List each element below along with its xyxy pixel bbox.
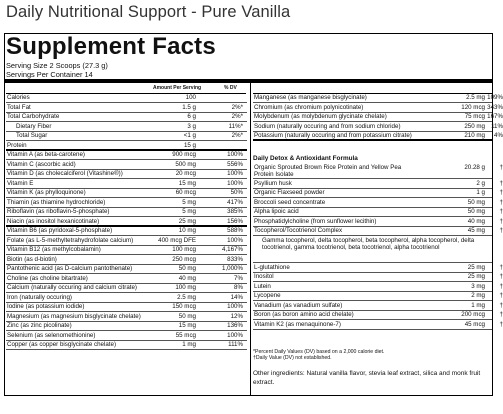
nutrient-dv: 7% [234, 274, 243, 282]
nutrient-dv: † [499, 320, 503, 328]
serving-size: Serving Size 2 Scoops (27.3 g) [6, 61, 108, 70]
nutrient-amount: 6 g [187, 113, 196, 120]
nutrient-name: Organic Sprouted Brown Rice Protein and Yellow Pea Protein Isolate [254, 163, 402, 178]
nutrient-row [6, 141, 247, 151]
nutrient-name: Lycopene [254, 292, 281, 299]
nutrient-dv: † [499, 292, 503, 299]
nutrient-dv: 833% [227, 255, 243, 263]
nutrient-row [253, 103, 503, 113]
nutrient-amount: 75 mcg [464, 113, 485, 120]
nutrient-row [253, 179, 503, 189]
nutrient-name: Biotin (as d-biotin) [7, 255, 57, 263]
nutrient-dv: 4,167% [222, 246, 243, 253]
nutrient-row [6, 274, 247, 284]
nutrient-row [253, 122, 503, 132]
nutrient-amount: 1 mg [471, 301, 485, 309]
nutrient-amount: 25 mg [467, 263, 485, 271]
nutrient-amount: 45 mg [467, 227, 485, 234]
nutrient-amount: 1 g [476, 189, 485, 196]
nutrient-amount: 25 mg [467, 273, 485, 280]
nutrient-amount: 100 mcg [172, 246, 196, 253]
nutrient-dv: 4% [494, 132, 503, 139]
nutrient-dv: 556% [227, 160, 243, 168]
nutrient-amount: 150 mcg [172, 303, 196, 310]
nutrient-amount: 250 mg [464, 122, 485, 130]
nutrient-dv: 11% [491, 122, 503, 130]
nutrient-row [253, 282, 503, 292]
nutrient-name: Psyllium husk [254, 179, 292, 187]
nutrient-name: Alpha lipoic acid [254, 208, 299, 215]
left-header-row [6, 83, 246, 94]
nutrient-name: Calcium (naturally occuring and calcium citrate) [7, 284, 137, 291]
nutrient-amount: 15 mg [178, 322, 196, 329]
nutrient-dv: † [499, 273, 503, 280]
nutrient-row [6, 265, 247, 275]
nutrient-name: Vitamin E [7, 179, 34, 187]
nutrient-name: Vanadium (as vanadium sulfate) [254, 301, 343, 309]
nutrient-dv: 50% [230, 189, 243, 196]
nutrient-name: Vitamin K (as phylloquinone) [7, 189, 86, 196]
nutrient-amount: 50 mg [178, 265, 196, 272]
nutrient-row [6, 179, 247, 189]
nutrient-row [6, 198, 247, 208]
nutrient-name: Potassium (naturally occuring and from potassium citrate) [254, 132, 412, 139]
nutrient-name: Total Carbohydrate [7, 113, 60, 120]
nutrient-row [6, 170, 247, 180]
nutrient-amount: 3 g [187, 122, 196, 130]
nutrient-name: Vitamin B12 (as methylcobalamin) [7, 246, 101, 253]
nutrient-dv: 12% [230, 312, 243, 320]
nutrient-name: Zinc (as zinc picolinate) [7, 322, 72, 329]
nutrient-dv: † [499, 179, 503, 187]
nutrient-row [253, 273, 503, 283]
nutrient-row [253, 217, 503, 227]
nutrient-name: Dietary Fiber [16, 122, 52, 130]
nutrient-name: Organic Flaxseed powder [254, 189, 325, 196]
nutrient-name: Niacin (as inositol hexanicotinate) [7, 217, 100, 225]
nutrient-amount: 3 mg [471, 282, 485, 290]
nutrient-dv: 2%* [231, 113, 243, 120]
nutrient-name: Lutein [254, 282, 271, 290]
nutrient-amount: 210 mg [464, 132, 485, 139]
nutrient-name: Sodium (naturally occuring and from sodium chloride) [254, 122, 401, 130]
formula-title: Daily Detox & Antioxidant Formula [253, 155, 358, 162]
nutrient-dv: 11%* [228, 122, 243, 130]
nutrient-dv: † [499, 311, 503, 318]
nutrient-name: Iron (naturally occuring) [7, 293, 72, 301]
nutrient-amount: 100 mg [175, 284, 196, 291]
nutrient-name: Riboflavin (as riboflavin-5-phosphate) [7, 208, 110, 215]
nutrient-amount: 2.5 mg [466, 94, 485, 101]
nutrient-row [6, 227, 247, 237]
nutrient-row [6, 322, 247, 332]
nutrient-dv: 1,000% [222, 265, 243, 272]
nutrient-name: Gamma tocopherol, delta tocopherol, beta tocopherol, alpha tocopherol, delta tocotrienol, gamma tocotrienol, beta tocotrienol, alpha tocotrienol [262, 236, 475, 251]
nutrient-row [253, 94, 503, 104]
nutrient-amount: 50 mg [467, 208, 485, 215]
nutrient-dv: 100% [227, 179, 243, 187]
nutrient-row [253, 292, 503, 302]
nutrient-dv: 417% [227, 198, 243, 206]
nutrient-dv: 100% [227, 236, 243, 244]
nutrient-amount: 25 mg [178, 217, 196, 225]
dv-header: % DV [224, 85, 237, 91]
nutrient-amount: 2 g [476, 179, 485, 187]
nutrient-amount: 400 mcg DFE [158, 236, 196, 244]
nutrient-row [253, 198, 503, 208]
nutrient-dv: † [499, 227, 503, 234]
column-divider [250, 83, 251, 396]
nutrient-row [253, 263, 503, 273]
nutrient-name: Choline (as choline bitartrate) [7, 274, 88, 282]
nutrient-name: Vitamin K2 (as menaquinone-7) [254, 320, 341, 328]
nutrient-amount: 2.5 mg [177, 293, 196, 301]
nutrient-name: Pantothenic acid (as D-calcium pantothenate) [7, 265, 133, 272]
nutrient-name: Tocopherol/Tocotrienol Complex [254, 227, 343, 234]
nutrient-amount: 200 mcg [461, 311, 485, 318]
nutrient-amount: <1 g [183, 132, 196, 139]
nutrient-row [253, 236, 492, 263]
facts-title: Supplement Facts [6, 33, 216, 60]
nutrient-amount: 20 mcg [175, 170, 196, 177]
nutrient-name: Copper (as copper bisglycinate chelate) [7, 341, 117, 348]
nutrient-row [6, 160, 247, 170]
nutrient-dv: 136% [227, 322, 243, 329]
nutrient-dv: † [499, 208, 503, 215]
nutrient-row [6, 94, 247, 104]
nutrient-amount: 55 mcg [175, 331, 196, 339]
nutrient-dv: 100% [227, 170, 243, 177]
nutrient-name: Vitamin D (as cholecalciferol (Vitashine®)) [7, 170, 123, 177]
nutrient-name: L-glutathione [254, 263, 290, 271]
other-ingredients: Other ingredients: Natural vanilla flavor, stevia leaf extract, silica and monk fruit extract. [253, 370, 481, 386]
nutrient-row [6, 312, 247, 322]
nutrient-row [253, 189, 503, 199]
nutrient-dv: 343% [487, 103, 503, 111]
nutrient-dv: 100% [227, 331, 243, 339]
nutrient-row [253, 311, 503, 321]
nutrient-amount: 40 mg [178, 274, 196, 282]
nutrient-dv: † [499, 282, 503, 290]
nutrient-amount: 100 [185, 94, 196, 101]
nutrient-amount: 20.28 g [464, 163, 485, 171]
nutrient-row [6, 151, 247, 161]
nutrient-row [253, 132, 503, 142]
nutrient-name: Vitamin B6 (as pyridoxal-5-phosphate) [7, 227, 113, 234]
nutrient-row [253, 320, 503, 330]
nutrient-amount: 500 mg [175, 160, 196, 168]
nutrient-name: Folate (as L-5-methyltetrahydrofolate calcium) [7, 236, 134, 244]
nutrient-name: Thiamin (as thiamine hydrochloride) [7, 198, 106, 206]
nutrient-amount: 250 mcg [172, 255, 196, 263]
nutrient-name: Phosphatidylcholine (from sunflower lecithin) [254, 217, 377, 225]
footnote-dv: *Percent Daily Values (DV) based on a 2,000 calorie diet. [253, 349, 385, 355]
nutrient-name: Chromium (as chromium polynicotinate) [254, 103, 364, 111]
nutrient-name: Molybdenum (as molybdenum glycinate chelate) [254, 113, 387, 120]
nutrient-amount: 15 mg [178, 179, 196, 187]
nutrient-row [6, 303, 247, 313]
nutrient-row [6, 122, 247, 132]
nutrient-name: Selenium (as selenomethionine) [7, 331, 96, 339]
nutrient-dv: † [499, 263, 503, 271]
nutrient-row [6, 236, 247, 246]
product-title: Daily Nutritional Support - Pure Vanilla [6, 3, 291, 21]
nutrient-row [6, 293, 247, 303]
nutrient-row [6, 208, 247, 218]
nutrient-row [6, 284, 247, 294]
nutrient-dv: 14% [230, 293, 243, 301]
nutrient-amount: 50 mg [467, 198, 485, 206]
nutrient-dv: 385% [227, 208, 243, 215]
servings-per-container: Servings Per Container 14 [6, 70, 93, 79]
nutrient-dv: 8% [234, 284, 243, 291]
nutrient-row [6, 217, 247, 227]
nutrient-amount: 15 g [183, 141, 196, 149]
nutrient-name: Inositol [254, 273, 274, 280]
nutrient-amount: 45 mcg [464, 320, 485, 328]
nutrient-dv: 109% [487, 94, 503, 101]
nutrient-amount: 5 mg [182, 208, 196, 215]
nutrient-amount: 60 mcg [175, 189, 196, 196]
nutrient-row [253, 208, 503, 218]
footnote-dagger: †Daily Value (DV) not established. [253, 355, 332, 361]
nutrient-row [6, 341, 247, 351]
nutrient-dv: † [499, 189, 503, 196]
nutrient-name: Vitamin C (ascorbic acid) [7, 160, 76, 168]
nutrient-row [253, 113, 503, 123]
nutrient-amount: 10 mg [178, 227, 196, 234]
nutrient-amount: 2 mg [471, 292, 485, 299]
nutrient-dv: 156% [227, 217, 243, 225]
nutrient-row [6, 255, 247, 265]
nutrient-row [253, 301, 503, 311]
nutrient-row [6, 331, 247, 341]
nutrient-name: Magnesium (as magnesium bisglycinate chelate) [7, 312, 141, 320]
nutrient-name: Calories [7, 94, 30, 101]
nutrient-row [253, 227, 503, 237]
nutrient-row [6, 103, 247, 113]
nutrient-dv: 100% [227, 151, 243, 158]
nutrient-name: Total Sugar [16, 132, 48, 139]
nutrient-dv: 100% [227, 303, 243, 310]
nutrient-name: Manganese (as manganese bisglycinate) [254, 94, 367, 101]
nutrient-row [6, 189, 247, 199]
nutrient-amount: 1 mg [182, 341, 196, 348]
nutrient-dv: † [499, 163, 503, 171]
nutrient-dv: 167% [487, 113, 503, 120]
nutrient-name: Iodine (as potassium iodide) [7, 303, 85, 310]
amount-header: Amount Per Serving [153, 85, 202, 91]
nutrient-row [253, 163, 503, 179]
nutrient-amount: 5 mg [182, 198, 196, 206]
nutrient-dv: † [499, 217, 503, 225]
nutrient-name: Broccoli seed concentrate [254, 198, 326, 206]
nutrient-name: Protein [7, 141, 27, 149]
nutrient-name: Total Fat [7, 103, 31, 111]
nutrient-row [6, 246, 247, 256]
nutrient-amount: 900 mcg [172, 151, 196, 158]
nutrient-row [6, 113, 247, 123]
nutrient-dv: † [499, 301, 503, 309]
nutrient-dv: 2%* [231, 132, 243, 139]
nutrient-name: Vitamin A (as beta-carotene) [7, 151, 85, 158]
nutrient-amount: 50 mg [178, 312, 196, 320]
nutrient-amount: 40 mg [467, 217, 485, 225]
nutrient-amount: 120 mcg [461, 103, 485, 111]
nutrient-dv: 2%* [231, 103, 243, 111]
nutrient-dv: 111% [228, 341, 243, 348]
nutrient-name: Boron (as boron amino acid chelate) [254, 311, 354, 318]
nutrient-dv: † [499, 198, 503, 206]
nutrient-amount: 1.5 g [182, 103, 196, 111]
nutrient-dv: 588% [227, 227, 243, 234]
nutrient-row [6, 132, 247, 142]
right-header-row [253, 83, 492, 94]
